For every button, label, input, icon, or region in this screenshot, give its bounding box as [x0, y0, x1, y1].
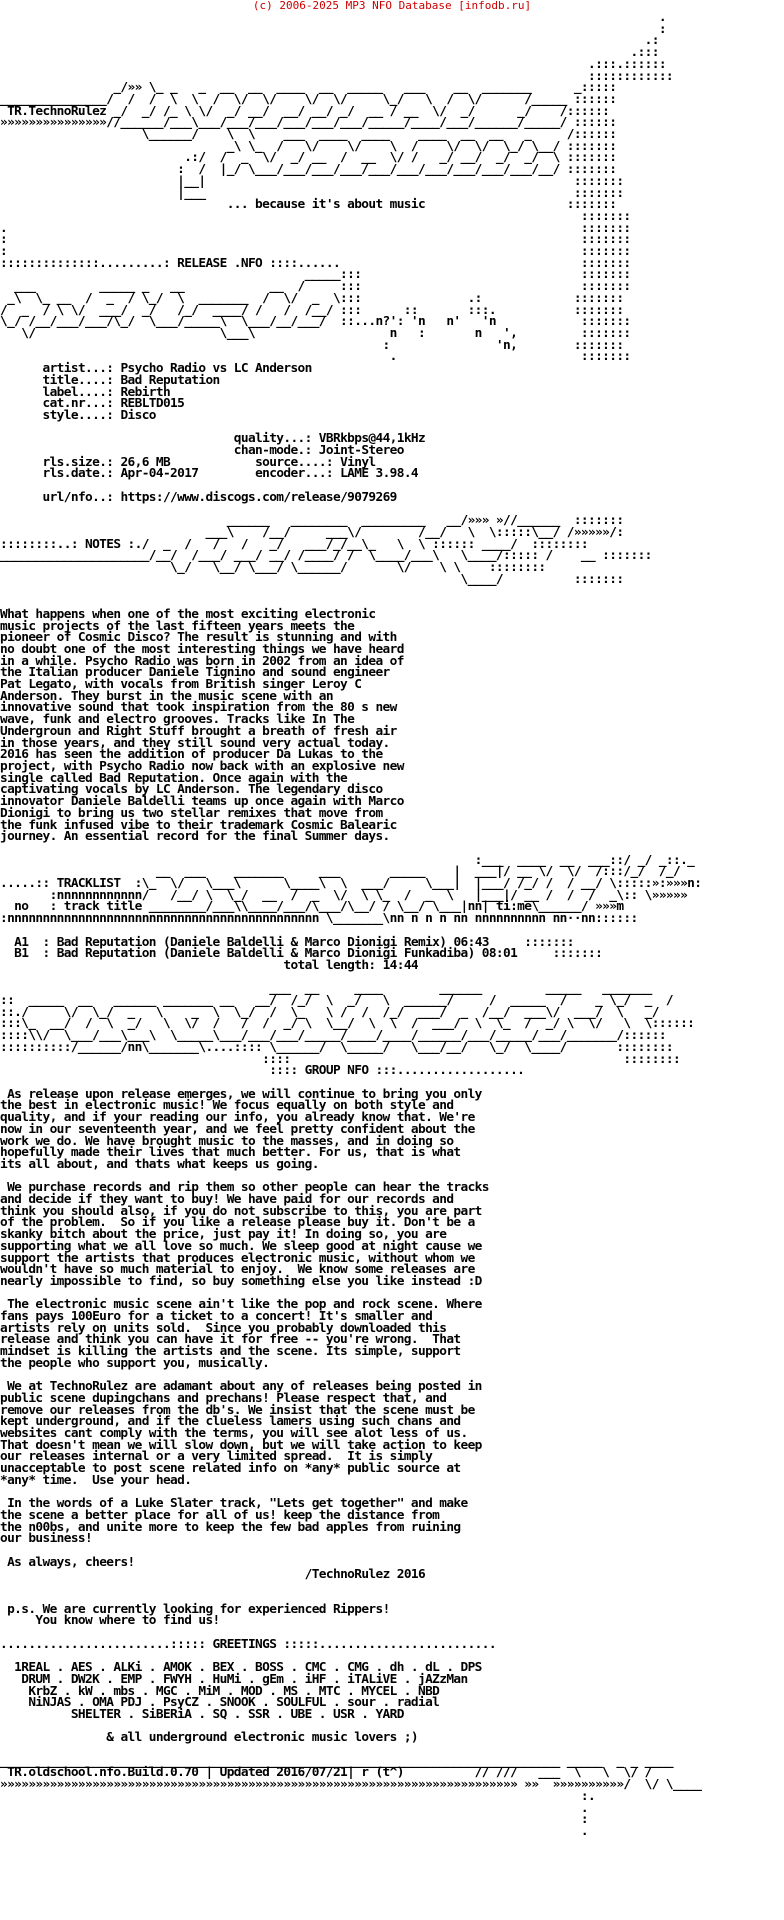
track-title: Bad Reputation (Daniele Baldelli & Marco Dionigi Remix) [56, 934, 447, 950]
group-paragraph: We purchase records and rip them so other people can hear the tracks and decide if they want to buy! We have paid for our records and think you should also, if you do not subscribe to this, you are part of the problem. So if you like a release please buy it. Don't be a skanky bitch about the price, just pay it! In doing so, you are supporting what we all love so much. We sleep good at night cause we support the artists that produces electronic music, without whom we wouldn't have so much material to enjoy. We know some releases are nearly impossible to find, so buy something else you like instead :D [0, 1180, 489, 1289]
group-nfo-header: :::: GROUP NFO :::.................. [269, 1063, 525, 1079]
footer-art: _______________________________________________________________________________ _____ _ _ ____ TR.oldschool.nfo.Build.0.70 | Updated 2016/07/21| r (t^) // /// ___ \ \ \/ / »»»»»»»»»»»»»»»»»»»»»»»»»»»»»»»»»»»»»»»»»»»»»»»»»»»»»»»»»»»»»»»»»»»»»»»»» »» »»»»»»»»»»/ \/ \____ :. . : . [0, 1753, 702, 1839]
signature: /TechnoRulez 2016 [304, 1566, 426, 1582]
style-field: style....: Disco [42, 407, 156, 423]
greetings-line: NiNJAS . OMA PDJ . PsyCZ . SNOOK . SOULFUL . sour . radial [0, 1695, 440, 1711]
logo-ascii-art: . : .: .::: .:::.:::::: :::::::::::: _/»» \_ _ _ __ __ ____ __ _____ ___ __ _______ _::::: _______________/ / / \ \ / \/ \/ \/ \/ \_/ \ / \/ /_____ :::::: TR.TechnoRulez _/ _/ /_ \ \/ _/ __/ __/ __/ _/ __ / __ \/ _/ _/ /:::::: »»»»»»»»»»»»»»»//______/___\___/___/___/___/___/___/_____/____/___/______/_____/ :::::: \______/ \ \ ___ ____ ____ ____ __ __ _ /:::::: _\ \_ / \/ \/ \ / \/ \/ \_/ \__/ ::::::: .:/ / _ \/ _/ __ / __ \/ / _/ __/ _/ _/ \ ::::::: : / |_/ \___/___/___/___/___/___/___/___/___/___/__/ ::::::: |__| ::::::: |___ ::::::: ... because it's about music ::::::: ::::::: . ::::::: : ::::::: : ::::::: ::::::::::::::.........: RELEASE .NFO ::::...... ::::::: _____::: ::::::: ___ _____ _ __ __ / ::: ::::::: _\ \_ __ / _ / \_/ \ _______ / \/ _ \::: .: ::::::: / _ / \ \/ ___/ _/ /_/ ____/ / / /__/ ::: :: :::. ::::::: \_/ /__/___/___/\_/ \___/_____\ \___/__/___/ ::...n?': 'n n' 'n ::::::: \/ \___\ n : n ', ::::::: : 'n, ::::::: . ::::::: [0, 10, 674, 365]
greetings-footer: & all underground electronic music lovers ;) [106, 1730, 418, 1746]
greetings-line: SHELTER . SiBERiA . SQ . SSR . UBE . USR . YARD [0, 1706, 404, 1722]
encoder-field: encoder...: LAME 3.98.4 [255, 466, 419, 482]
track-time: 08:01 [481, 946, 518, 962]
quality-field: quality...: VBRkbps@44,1kHz [233, 431, 426, 447]
track-title: Bad Reputation (Daniele Baldelli & Marco Dionigi Funkadiba) [56, 946, 475, 962]
url-label: url/nfo..: [42, 489, 121, 505]
group-paragraph: In the words of a Luke Slater track, "Lets get together" and make the scene a better place for all of us! keep the distance from the n00bs, and unite more to keep the few bad apples from ruining our business! [0, 1496, 468, 1547]
discogs-link[interactable]: https://www.discogs.com/release/9079269 [120, 489, 397, 505]
rlsdate-field: rls.date.: Apr-04-2017 [42, 466, 199, 482]
track-no: B1 [14, 946, 29, 962]
closing-line: As always, cheers! [7, 1554, 135, 1570]
track-time: 06:43 [453, 934, 489, 950]
group-paragraph: The electronic music scene ain't like the pop and rock scene. Where fans pays 100Euro for a ticket to a concert! It's smaller and artists rely on units sold. Since you probably downloaded this release and think you can have it for free -- you're wrong. That mindset is killing the artists and the scene. Its simple, support the people who support you, musically. [0, 1297, 482, 1371]
label-field: label....: Rebirth [42, 384, 171, 400]
track-no: A1 [14, 934, 29, 950]
greetings-line: DRUM . DW2K . EMP . FWYH . HuMi . gEm . iHF . iTALiVE . jAZzMan [0, 1671, 468, 1687]
notes-text: What happens when one of the most exciting electronic music projects of the last fifteen years meets the pioneer of Cosmic Disco? The result is stunning and with no doubt one of the most interesting things we have heard in a while. Psycho Radio was born in 2002 from an idea of the Italian producer Daniele Tignino and sound engineer Pat Legato, with vocals from British singer Leroy C Anderson. They burst in the music scene with an innovative sound that took inspiration from the 80 s new wave, funk and electro grooves. Tracks like In The Undergroun and Right Stuff brought a breath of fresh air in those years, and they still sound very actual today. 2016 has seen the addition of producer Da Lukas to the project, with Psycho Radio now back with an explosive new single called Bad Reputation. Once again with the captivating vocals by LC Anderson. The legendary disco innovator Daniele Baldelli teams up once again with Marco Dionigi to bring us two stellar remixes that move from the funk infused vibe to their trademark Cosmic Balearic journey. An essential record for the final Summer days. [0, 606, 404, 845]
total-length-label: total length: [283, 957, 376, 973]
ps-text: p.s. We are currently looking for experienced Rippers! You know where to find us! [7, 1601, 390, 1629]
group-logo: ___ __ ____ ______ _____ _______ :: _____ __ ______ _______ __ __/ /_/ \ _/ \ ______/ / _____ / _ \_/ _ / ::./ \/ \_/ _ \ _ \ \_/ / \_ \ / / /_/ ___/ _ /__/ ___\/ ___/ \ _/ :::\_ __/ / \ _/ \ \/ / / / _/ \ \__/ \ \ / ___/ \ \_ / _/ \ \/ \ \:::::: ::::\\/ \___/___\___\ \_____\___/___/___/_____/____/____/______/___/_____/___/_______/:::::: ::::::::::/______/nn\_______\....:::: \______/ \_____/ \___/__/ \_/ \____/ :::::::: :::: :::::::: [0, 981, 695, 1067]
title-field: title....: Bad Reputation [42, 372, 220, 388]
chanmode-field: chan-mode.: Joint-Stereo [233, 443, 404, 459]
tracklist-logo: :___ ____ __ ___::/ _/ _::._ __ ___ _______ ___ _____ | ___|/ __ \/ \/ /:::/_/ /_/ .....:: TRACKLIST :\_ \/ \___\ \____\ \ ___/ \___| |___/ /_/ / / __/ \:::::»:»»»n: :nnnnnnnnnnnn/ /__/ \ \_/ __ / _ \/ \ \_ / _ \ |___|/ __ / / / _\:: \»»»»» no : track title ________/___\\____/___/\___/\__/ / \__/ \___|nn| ti:me\______/ »»»m :nnnnnnnnnnnnnnnnnnnnnnnnnnnnnnnnnnnnnnnnnnnn \_______\nn n n n nn nnnnnnnnnn nn··nn:::::: [0, 852, 702, 927]
rlssize-field: rls.size.: 26,6 MB [42, 454, 171, 470]
artist-field: artist...: Psycho Radio vs LC Anderson [42, 361, 312, 377]
group-paragraph: As release upon release emerges, we will continue to bring you only the best in electronic music! We focus equally on both style and quality, and if your reading our info, you already know that. We're now in our seventeenth year, and we feel pretty confident about the work we do. We have brought music to the masses, and in doing so hopefully made their lives that much better. For us, that is what its all about, and thats what keeps us going. [0, 1086, 482, 1172]
release-info-block [0, 361, 425, 505]
greetings-line: 1REAL . AES . ALKi . AMOK . BEX . BOSS . CMC . CMG . dh . dL . DPS [0, 1660, 482, 1676]
group-paragraph: We at TechnoRulez are adamant about any of releases being posted in public scene dupingchans and prechans! Please respect that, and remove our releases from the db's. We insist that the scene must be kept underground, and if the clueless lamers using such chans and websites cant comply with the terms, you will see alot less of us. That doesn't mean we will slow down, but we will take action to keep our releases internal or a very limited spread. It is simply unacceptable to post scene related info on *any* public source at *any* time. Use your head. [0, 1379, 482, 1488]
catnr-field: cat.nr...: REBLTD015 [42, 396, 185, 412]
greetings-header: ........................::::: GREETINGS :::::......................... [0, 1636, 496, 1652]
greetings-line: KrbZ . kW . mbs . MGC . MiM . MOD . MS . MTC . MYCEL . NBD [0, 1683, 440, 1699]
total-length-value: 14:44 [382, 957, 419, 973]
source-field: source....: Vinyl [255, 454, 376, 470]
notes-logo: ______ ________ _________ __/»»» »//______ ::::::: ___\ /__/ ___\/ /__/ \ \:::::\__/ /»»»»»/: ::::::::..: NOTES :./ _ / / / _/ ___/_/__\_ \ \ :::::: ____/ :::::::: _____________________/__/ /___/ ___/ __/ /____/ / \____/___\ \____/::::: / __ ::::::: \_/ \__/ \___/ \______/ \/ \ \ :::::::: \____/ ::::::: [0, 513, 652, 587]
copyright-header: (c) 2006-2025 MP3 NFO Database [infodb.ru] [252, 0, 532, 12]
nfo-document: . : .: .::: .:::.:::::: :::::::::::: _/»» \_ _ _ __ __ ____ __ _____ ___ __ _______ _::::: _______________/ / / \ \ / \/ \/ \/ \/ \_/ \ / \/ /_____ :::::: TR.TechnoRulez _/ _/ /_ \ \/ _/ __/ __/ __/ _/ __ / __ \/ _/ _/ /:::::: »»»»»»»»»»»»»»»//______/___\___/___/___/___/___/___/_____/____/___/______/_____/ :::::: \______/ \ \ ___ ____ ____ ____ __ __ _ /:::::: _\ \_ / \/ \/ \ / \/ \/ \_/ \__/ ::::::: .:/ / _ \/ _/ __ / __ \/ / _/ __/ _/ _/ \ ::::::: : / |_/ \___/___/___/___/___/___/___/___/___/___/__/ ::::::: |__| ::::::: |___ ::::::: ... because it's about music ::::::: ::::::: . ::::::: : ::::::: : ::::::: ::::::::::::::.........: RELEASE .NFO ::::...... ::::::: _____::: ::::::: ___ _____ _ __ __ / ::: ::::::: _\ \_ __ / _ / \_/ \ _______ / \/ _ \::: .: ::::::: / _ / \ \/ ___/ _/ /_/ ____/ / / /__/ ::: :: :::. ::::::: \_/ /__/___/___/\_/ \___/_____\ \___/__/___/ ::...n?': 'n n' 'n ::::::: \/ \___\ n : n ', ::::::: : 'n, ::::::: . ::::::: artist...: Psycho Radio vs LC Anderson title....: Bad Reputation label....: Rebirth cat.nr...: REBLTD015 style....: Disco quality...: VBRkbps@44,1kHz chan-mode.: Joint-Stereo rls.size.: 26,6 MB source....: Vinyl rls.date.: Apr-04-2017 encoder...: LAME 3.98.4 url/nfo..: https://www.discogs.com/release/9079269 ______ ________ _________ __/»»» »//______ ::::::: ___\ /__/ ___\/ /__/ \ \:::::\__/ /»»»»»/: ::::::::..: NOTES :./ _ / / / _/ ___/_/__\_ \ \ :::::: ____/ :::::::: _____________________/__/ /___/ ___/ __/ /____/ / \____/___\ \____/::::: / __ ::::::: \_/ \__/ \___/ \______/ \/ \ \ :::::::: \____/ ::::::: What happens when one of the most exciting electronic music projects of the last fifteen years meets the pioneer of Cosmic Disco? The result is stunning and with no doubt one of the most interesting things we have heard in a while. Psycho Radio was born in 2002 from an idea of the Italian producer Daniele Tignino and sound engineer Pat Legato, with vocals from British singer Leroy C Anderson. They burst in the music scene with an innovative sound that took inspiration from the 80 s new wave, funk and electro grooves. Tracks like In The Undergroun and Right Stuff brought a breath of fresh air in those years, and they still sound very actual today. 2016 has seen the addition of producer Da Lukas to the project, with Psycho Radio now back with an explosive new single called Bad Reputation. Once again with the captivating vocals by LC Anderson. The legendary disco innovator Daniele Baldelli teams up once again with Marco Dionigi to bring us two stellar remixes that move from the funk infused vibe to their trademark Cosmic Balearic journey. An essential record for the final Summer days. :___ ____ __ ___::/ _/ _::._ __ ___ _______ ___ _____ | ___|/ __ \/ \/ /:::/_/ /_/ .....:: TRACKLIST :\_ \/ \___\ \____\ \ ___/ \___| |___/ /_/ / / __/ \:::::»:»»»n: :nnnnnnnnnnnn/ /__/ \ \_/ __ / _ \/ \ \_ / _ \ |___|/ __ / / / _\:: \»»»»» no : track title ________/___\\____/___/\___/\__/ / \__/ \___|nn| ti:me\______/ »»»m :nnnnnnnnnnnnnnnnnnnnnnnnnnnnnnnnnnnnnnnnnnnn \_______\nn n n n nn nnnnnnnnnn nn··nn:::::: A1 : Bad Reputation (Daniele Baldelli & Marco Dionigi Remix) 06:43 ::::::: B1 : Bad Reputation (Daniele Baldelli & Marco Dionigi Funkadiba) 08:01 ::::::: total length: 14:44 ___ __ ____ ______ _____ _______ :: _____ __ ______ _______ __ __/ /_/ \ _/ \ ______/ / _____ / _ \_/ _ / ::./ \/ \_/ _ \ _ \ \_/ / \_ \ / / /_/ ___/ _ /__/ ___\/ ___/ \ _/ :::\_ __/ / \ _/ \ \/ / / / _/ \ \__/ \ \ / ___/ \ \_ / _/ \ \/ \ \:::::: ::::\\/ \___/___\___\ \_____\___/___/___/_____/____/____/______/___/_____/___/_______/:::::: ::::::::::/______/nn\_______\....:::: \______/ \_____/ \___/__/ \_/ \____/ :::::::: :::: :::::::: :::: GROUP NFO :::.................. As release upon release emerges, we will continue to bring you only the best in electronic music! We focus equally on both style and quality, and if your reading our info, you already know that. We're now in our seventeenth year, and we feel pretty confident about the work we do. We have brought music to the masses, and in doing so hopefully made their lives that much better. For us, that is what its all about, and thats what keeps us going. We purchase records and rip them so other people can hear the tracks and decide if they want to buy! We have paid for our records and think you should also, if you do not subscribe to this, you are part of the problem. So if you like a release please buy it. Don't be a skanky bitch about the price, just pay it! In doing so, you are supporting what we all love so much. We sleep good at night cause we support the artists that produces electronic music, without whom we wouldn't have so much material to enjoy. We know some releases are nearly impossible to find, so buy something else you like instead :D The electronic music scene ain't like the pop and rock scene. Where fans pays 100Euro for a ticket to a concert! It's smaller and artists rely on units sold. Since you probably downloaded this release and think you can have it for free -- you're wrong. That mindset is killing the artists and the scene. Its simple, support the people who support you, musically. We at TechnoRulez are adamant about any of releases being posted in public scene dupingchans and prechans! Please respect that, and remove our releases from the db's. We insist that the scene must be kept underground, and if the clueless lamers using such chans and websites cant comply with the terms, you will see alot less of us. That doesn't mean we will slow down, but we will take action to keep our releases internal or a very limited spread. It is simply unacceptable to post scene related info on *any* public source at *any* time. Use your head. In the words of a Luke Slater track, "Lets get together" and make the scene a better place for all of us! keep the distance from the n00bs, and unite more to keep the few bad apples from ruining our business! As always, cheers! /TechnoRulez 2016 p.s. We are currently looking for experienced Rippers! You know where to find us! ........................::::: GREETINGS :::::......................... 1REAL . AES . ALKi . AMOK . BEX . BOSS . CMC . CMG . dh . dL . DPS DRUM . DW2K . EMP . FWYH . HuMi . gEm . iHF . iTALiVE . jAZzMan KrbZ . kW . mbs . MGC . MiM . MOD . MS . MTC . MYCEL . NBD NiNJAS . OMA PDJ . PsyCZ . SNOOK . SOULFUL . sour . radial SHELTER . SiBERiA . SQ . SSR . UBE . USR . YARD & all underground electronic music lovers ;) _______________________________________________________________________________ _____ _ _ ____ TR.oldschool.nfo.Build.0.70 | Updated 2016/07/21| r (t^) // /// ___ \ \ \/ / »»»»»»»»»»»»»»»»»»»»»»»»»»»»»»»»»»»»»»»»»»»»»»»»»»»»»»»»»»»»»»»»»»»»»»»»» »» »»»»»»»»»»/ \/ \____ :. . : . [0, 10, 702, 1839]
